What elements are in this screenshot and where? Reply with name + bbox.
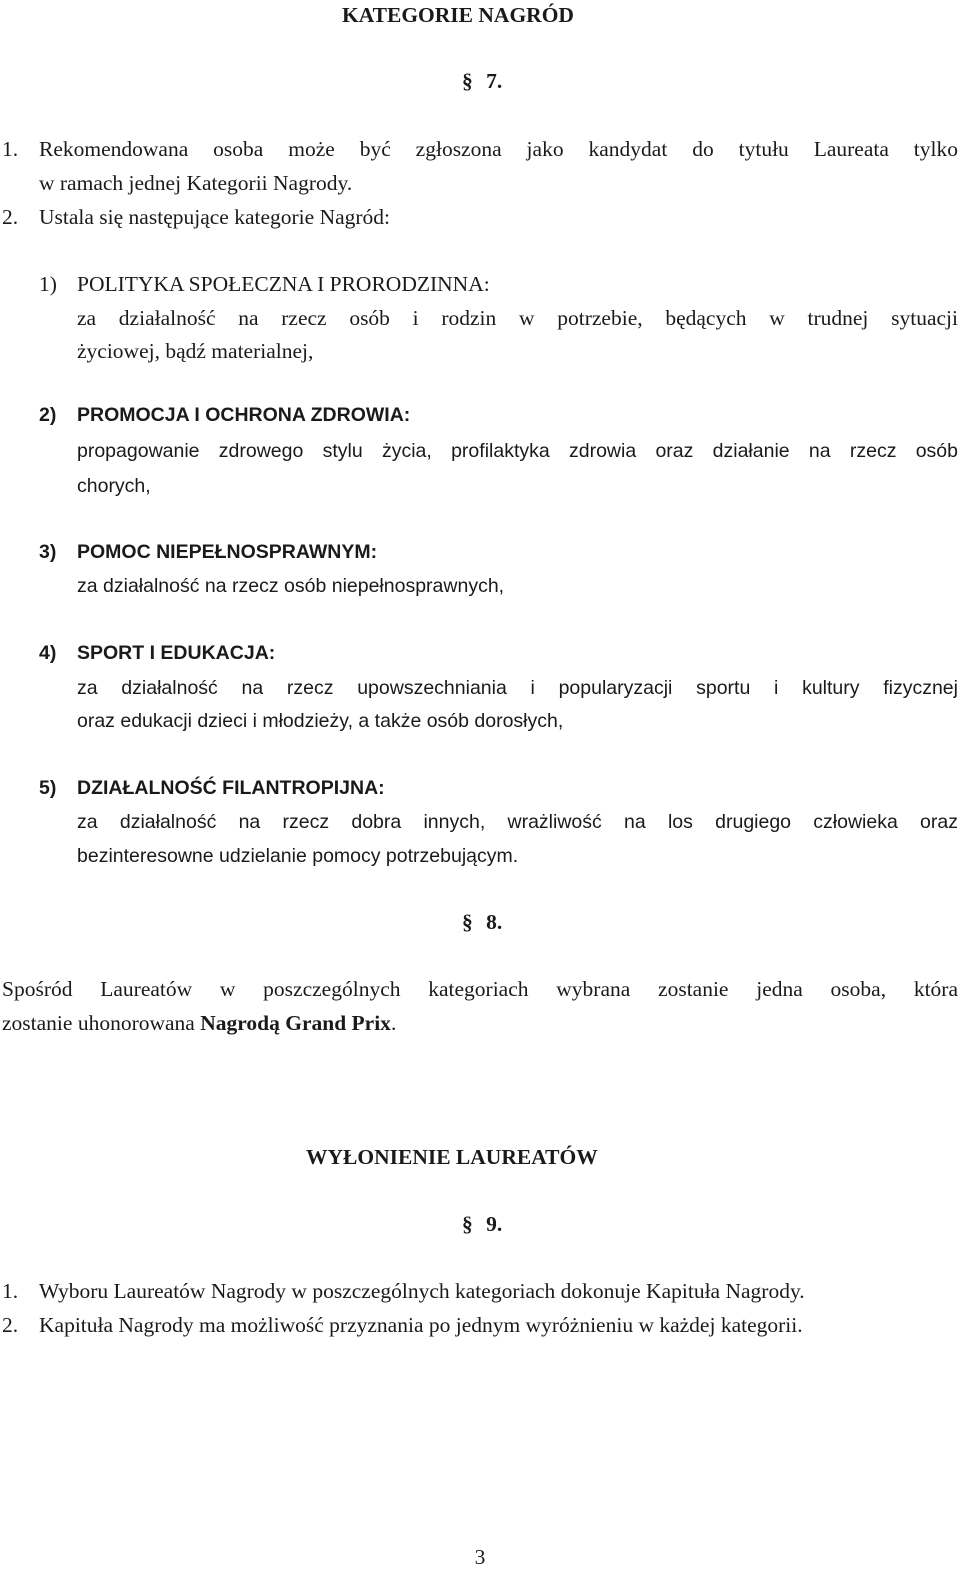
section-heading-kategorie: KATEGORIE NAGRÓD (342, 3, 574, 27)
paragraph-9-heading (462, 1207, 502, 1241)
list-item-text: Kapituła Nagrody ma możliwość przyznania po jednym wyróżnieniu w każdej kategorii. (39, 1313, 803, 1337)
grand-prix-award-name: Nagrodą Grand Prix (200, 1011, 391, 1035)
list-number: 2. (2, 1313, 19, 1337)
category-description: chorych, (77, 475, 151, 497)
category-number: 2) (39, 404, 57, 426)
category-title: POLITYKA SPOŁECZNA I PRORODZINNA: (77, 272, 490, 296)
list-item-text: Ustala się następujące kategorie Nagród: (39, 205, 391, 229)
grand-prix-paragraph: Spośród Laureatów w poszczególnych kategoriach wybrana zostanie jedna osoba, która (2, 977, 958, 1001)
category-description: życiowej, bądź materialnej, (77, 339, 314, 363)
category-number: 4) (39, 642, 57, 664)
category-number: 1) (39, 272, 57, 296)
list-number: 1. (2, 137, 19, 161)
grand-prix-period: . (390, 1011, 397, 1035)
grand-prix-paragraph-end (2, 1006, 396, 1040)
section-sign: § (462, 69, 473, 93)
page-number: 3 (474, 1545, 486, 1569)
list-item-text: Wyboru Laureatów Nagrody w poszczególnych kategoriach dokonuje Kapituła Nagrody. (39, 1279, 805, 1303)
paragraph-7-heading (462, 64, 502, 98)
section-heading-wylonienie: WYŁONIENIE LAUREATÓW (306, 1145, 598, 1169)
list-number: 2. (2, 205, 19, 229)
category-description: za działalność na rzecz osób i rodzin w potrzebie, będących w trudnej sytuacji (77, 306, 958, 330)
category-title: PROMOCJA I OCHRONA ZDROWIA: (77, 404, 411, 426)
category-title: POMOC NIEPEŁNOSPRAWNYM: (77, 541, 378, 563)
section-number: 7. (486, 69, 503, 93)
category-description: propagowanie zdrowego stylu życia, profilaktyka zdrowia oraz działanie na rzecz osób (77, 440, 958, 462)
category-description: oraz edukacji dzieci i młodzieży, a także osób dorosłych, (77, 710, 564, 732)
category-number: 3) (39, 541, 57, 563)
category-description: bezinteresowne udzielanie pomocy potrzebującym. (77, 845, 519, 867)
category-title: SPORT I EDUKACJA: (77, 642, 276, 664)
section-number: 8. (486, 910, 503, 934)
list-number: 1. (2, 1279, 19, 1303)
grand-prix-text: zostanie uhonorowana (2, 1011, 195, 1035)
category-title: DZIAŁALNOŚĆ FILANTROPIJNA: (77, 777, 385, 799)
category-description: za działalność na rzecz osób niepełnosprawnych, (77, 575, 505, 597)
section-sign: § (462, 910, 473, 934)
section-number: 9. (486, 1212, 503, 1236)
category-number: 5) (39, 777, 57, 799)
list-item-text: Rekomendowana osoba może być zgłoszona jako kandydat do tytułu Laureata tylko (39, 137, 958, 161)
paragraph-8-heading (462, 905, 502, 939)
category-description: za działalność na rzecz dobra innych, wrażliwość na los drugiego człowieka oraz (77, 811, 958, 833)
list-item-text: w ramach jednej Kategorii Nagrody. (39, 171, 353, 195)
section-sign: § (462, 1212, 473, 1236)
category-description: za działalność na rzecz upowszechniania i popularyzacji sportu i kultury fizycznej (77, 677, 958, 699)
